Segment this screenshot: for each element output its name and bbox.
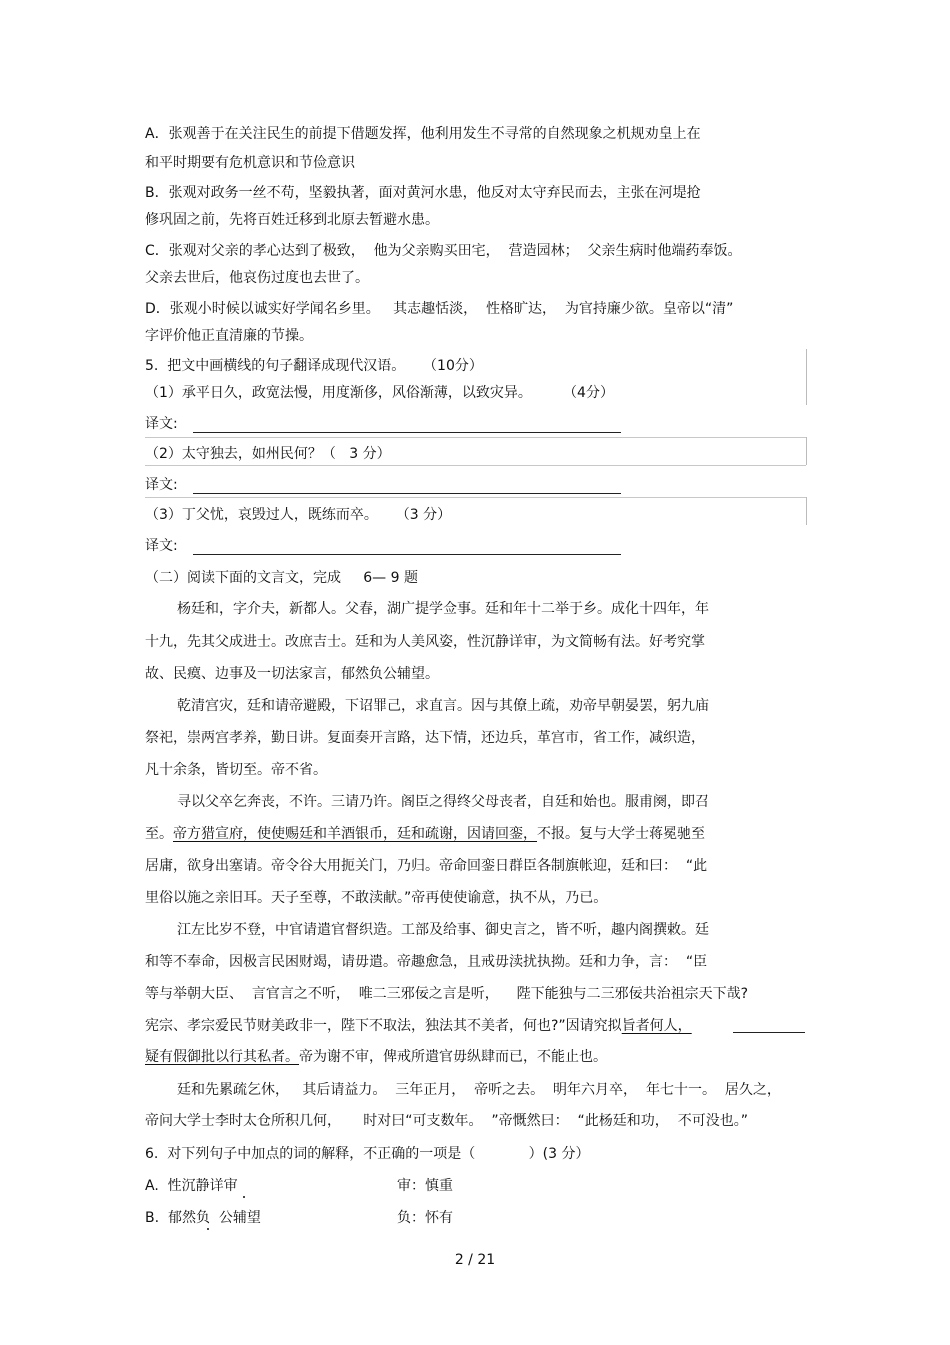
answer-blank-1[interactable] — [193, 432, 621, 433]
translation-label: 译文: — [145, 477, 178, 493]
passage-line: 寻以父卒乞奔丧，不许。三请乃许。阁臣之得终父母丧者，自廷和始也。服甫阕，即召 — [177, 794, 709, 810]
option-c-line1: C．张观对父亲的孝心达到了极致， 他为父亲购买田宅， 营造园林； 父亲生病时他端药奉饭。 — [145, 243, 742, 259]
passage-line — [145, 1016, 692, 1036]
question-5-sentence-1: （1）承平日久，政宽法慢，用度渐侈，风俗渐薄，以致灾异。 （4分） — [145, 385, 614, 401]
passage-line: 廷和先累疏乞休， 其后请益力。 三年正月， 帝听之去。 明年六月卒， 年七十一。 居久之， — [177, 1082, 781, 1098]
passage-line: 故、民瘼、边事及一切法家言，郁然负公辅望。 — [145, 666, 439, 682]
underlined-sentence: 旨者何人， — [621, 1018, 692, 1034]
emphasis-dot — [207, 1228, 209, 1230]
passage-line: 十九，先其父成进士。改庶吉士。廷和为人美风姿，性沉静详审，为文简畅有法。好考究掌 — [145, 634, 705, 650]
passage-line: 江左比岁不登，中官请遣官督织造。工部及给事、御史言之，皆不听，趣内阁撰敕。廷 — [177, 922, 709, 938]
option-b-line2: 修巩固之前，先将百姓迁移到北原去暂避水患。 — [145, 212, 439, 228]
passage-line: 帝问大学士李时太仓所积几何， 时对曰“可支数年。 ”帝慨然曰： “此杨廷和功， 不可没也。” — [145, 1113, 748, 1129]
underlined-sentence: 帝方猎宣府，使使赐廷和羊酒银币，廷和疏谢，因请回銮， — [173, 826, 537, 842]
underlined-sentence: 疑有假御批以行其私者。 — [145, 1049, 299, 1065]
emphasis-dot — [243, 1196, 245, 1198]
passage-line: 杨廷和，字介夫，新都人。父春，湖广提学佥事。廷和年十二举于乡。成化十四年，年 — [177, 601, 709, 617]
option-d-line1: D．张观小时候以诚实好学闻名乡里。 其志趣恬淡， 性格旷达， 为官持廉少欲。皇帝以“清” — [145, 301, 734, 317]
passage-line: 乾清宫灾，廷和请帝避殿，下诏罪己，求直言。因与其僚上疏，劝帝早朝晏罢，躬九庙 — [177, 698, 709, 714]
text-segment: 帝为谢不审，俾戒所遣官毋纵肆而已，不能止也。 — [299, 1049, 607, 1065]
translation-label: 译文: — [145, 416, 178, 432]
answer-blank-2[interactable] — [193, 493, 621, 494]
passage-line: 居庸，欲身出塞请。帝令谷大用扼关门，乃归。帝命回銮日群臣各制旗帐迎，廷和曰： “此 — [145, 858, 708, 874]
option-b-gloss: 负：怀有 — [397, 1210, 453, 1226]
answer-blank-3[interactable] — [193, 554, 621, 555]
question-6-title: 6. 对下列句子中加点的词的解释，不正确的一项是（ ）(3 分） — [145, 1146, 590, 1162]
passage-line: 里俗以施之亲旧耳。天子至尊，不敢渎献。”帝再使使谕意，执不从，乃已。 — [145, 890, 608, 906]
option-a-gloss: 审：慎重 — [397, 1178, 453, 1194]
passage-line — [145, 824, 705, 844]
option-c-line2: 父亲去世后，他哀伤过度也去世了。 — [145, 270, 369, 286]
option-a-line2: 和平时期要有危机意识和节俭意识 — [145, 155, 355, 171]
question-5-sentence-2: （2）太守独去，如州民何？（ 3 分） — [145, 446, 391, 462]
text-segment: 不报。复与大学士蒋冕驰至 — [537, 826, 705, 842]
passage-heading: （二）阅读下面的文言文，完成 6— 9 题 — [145, 570, 418, 586]
text-segment: 宪宗、孝宗爱民节财美政非一，陛下不取法，独法其不美者，何也?”因请究拟 — [145, 1018, 622, 1034]
underline-extension — [733, 1032, 805, 1033]
option-a-sentence: A. 性沉静详审 — [145, 1178, 238, 1194]
box-border — [145, 497, 806, 498]
passage-line: 等与举朝大臣、 言官言之不听， 唯二三邪佞之言是听， 陛下能独与二三邪佞共治祖宗天下哉? — [145, 986, 749, 1002]
box-border — [145, 437, 806, 438]
passage-line: 祭祀，崇两宫孝养，勤日讲。复面奏开言路，达下情，还边兵，革宫市，省工作，减织造， — [145, 730, 705, 746]
passage-line: 凡十余条，皆切至。帝不省。 — [145, 762, 327, 778]
box-border — [806, 497, 807, 525]
box-border — [145, 465, 806, 466]
option-a-line1: A．张观善于在关注民生的前提下借题发挥，他利用发生不寻常的自然现象之机规劝皇上在 — [145, 126, 701, 142]
question-5-sentence-3: （3）丁父忧，哀毁过人，既练而卒。 （3 分） — [145, 507, 452, 523]
text-segment: 至。 — [145, 826, 173, 842]
option-b-line1: B．张观对政务一丝不苟，坚毅执著，面对黄河水患，他反对太守弃民而去，主张在河堤抢 — [145, 185, 701, 201]
box-border — [806, 349, 807, 405]
option-b-sentence: B. 郁然负 公辅望 — [145, 1210, 261, 1226]
option-d-line2: 字评价他正直清廉的节操。 — [145, 328, 313, 344]
passage-line — [145, 1047, 607, 1067]
question-5-title: 5. 把文中画横线的句子翻译成现代汉语。 （10分） — [145, 358, 483, 374]
box-border — [806, 437, 807, 465]
translation-label: 译文: — [145, 538, 178, 554]
passage-line: 和等不奉命，因极言民困财竭，请毋遣。帝趣愈急，且戒毋渎扰执拗。廷和力争，言： “臣 — [145, 954, 708, 970]
page-number: 2 / 21 — [454, 1252, 496, 1268]
